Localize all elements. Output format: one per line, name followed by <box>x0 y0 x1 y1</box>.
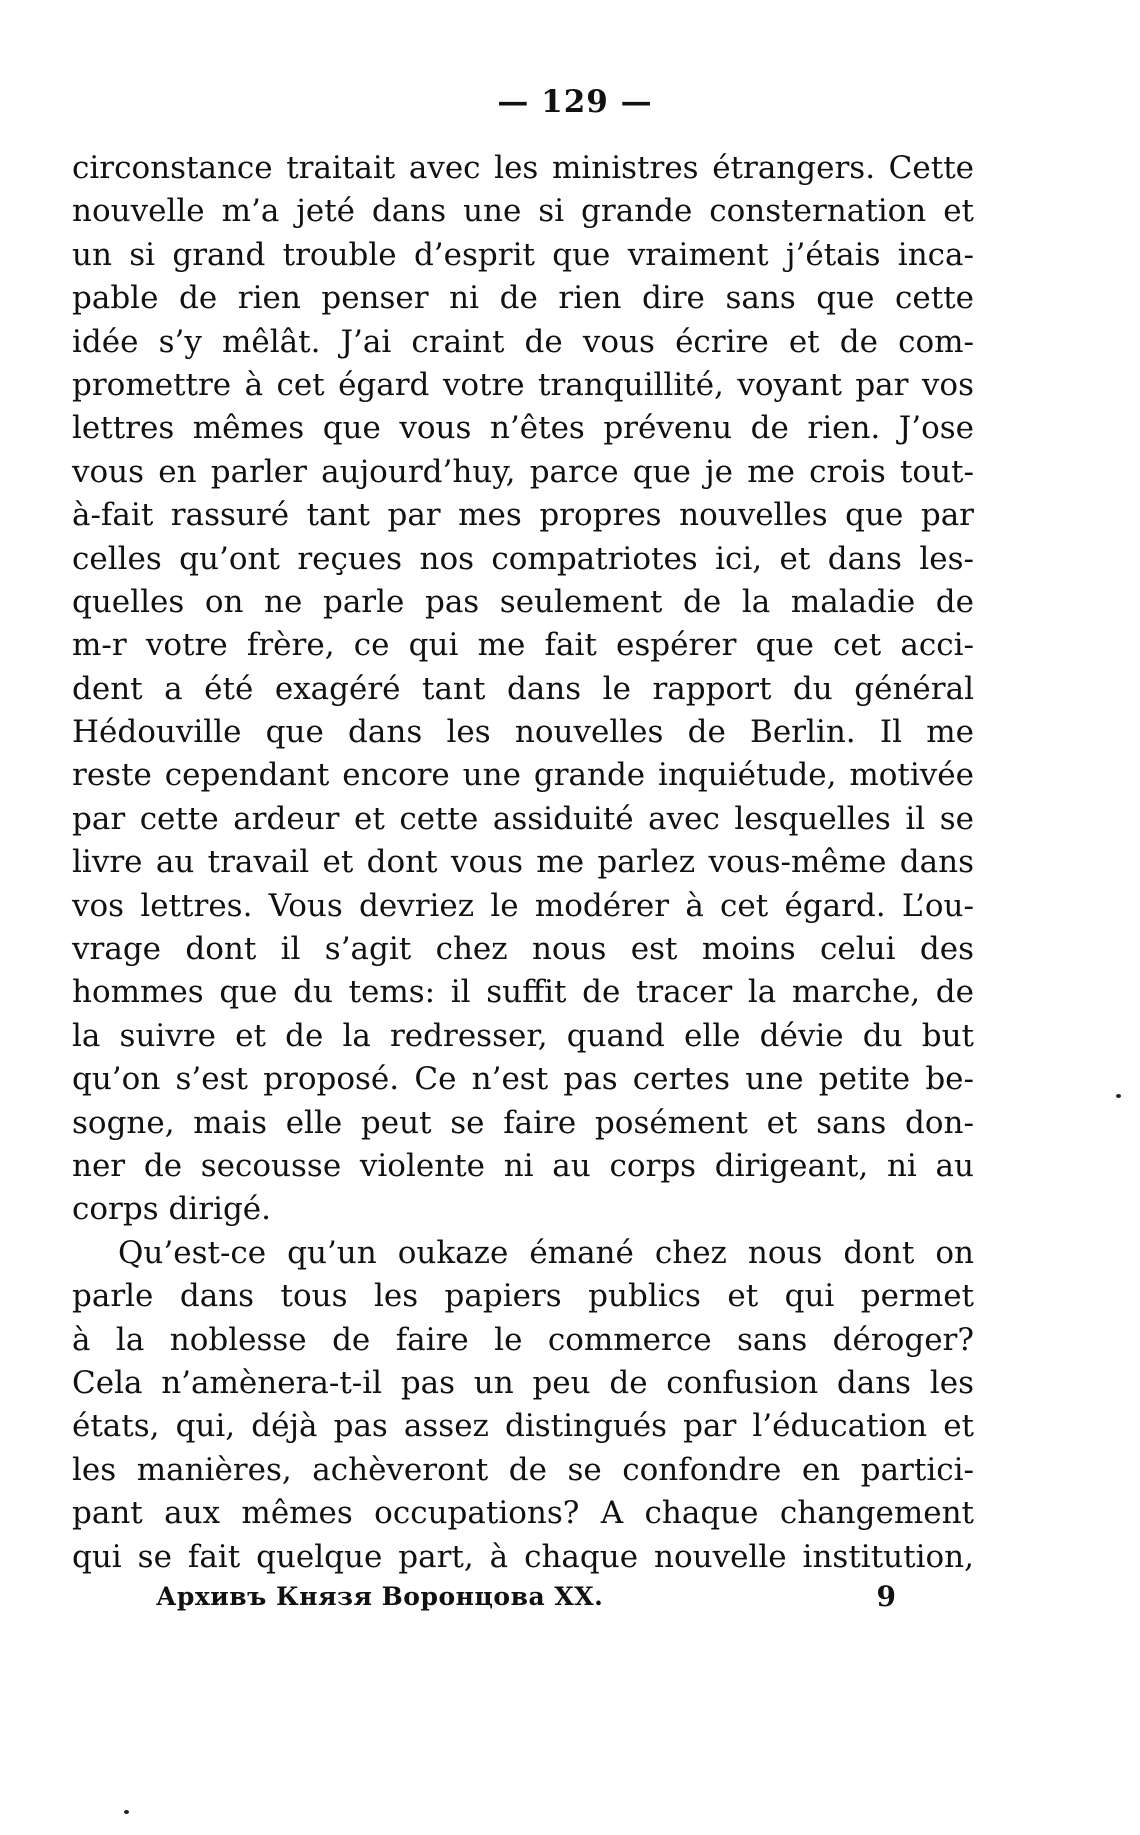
scan-speck <box>1116 1094 1121 1098</box>
text-line: par cette ardeur et cette assiduité avec lesquelles il se <box>72 800 974 837</box>
text-line: les manières, achèveront de se confondre en partici- <box>72 1451 974 1488</box>
scan-speck <box>124 1810 129 1814</box>
text-line: vous en parler aujourd’huy, parce que je me crois tout- <box>72 453 974 490</box>
text-line: hommes que du tems: il suffit de tracer la marche, de <box>72 974 974 1011</box>
paragraph-1 <box>72 147 974 1232</box>
text-line: Hédouville que dans les nouvelles de Berlin. Il me <box>72 714 974 751</box>
text-line: vos lettres. Vous devriez le modérer à cet égard. L’ou- <box>72 887 974 924</box>
text-line: Qu’est-ce qu’un oukaze émané chez nous dont on <box>118 1234 974 1271</box>
text-line: quelles on ne parle pas seulement de la maladie de <box>72 583 974 620</box>
text-line: sogne, mais elle peut se faire posément et sans don- <box>72 1104 974 1141</box>
text-line: promettre à cet égard votre tranquillité, voyant par vos <box>72 366 974 403</box>
text-line: nouvelle m’a jeté dans une si grande consternation et <box>72 193 974 230</box>
signature-mark: 9 <box>876 1580 896 1613</box>
text-line: qu’on s’est proposé. Ce n’est pas certes une petite be- <box>72 1061 974 1098</box>
text-line: pable de rien penser ni de rien dire sans que cette <box>72 280 974 317</box>
text-line: reste cependant encore une grande inquiétude, motivée <box>72 757 974 794</box>
text-line: celles qu’ont reçues nos compatriotes ici, et dans les- <box>72 540 974 577</box>
text-line: la suivre et de la redresser, quand elle dévie du but <box>72 1017 974 1054</box>
text-line: idée s’y mêlât. J’ai craint de vous écrire et de com- <box>72 323 974 360</box>
text-line: m-r votre frère, ce qui me fait espérer que cet acci- <box>72 627 974 664</box>
text-line: ner de secousse violente ni au corps dirigeant, ni au <box>72 1147 974 1184</box>
text-line: livre au travail et dont vous me parlez vous-même dans <box>72 844 974 881</box>
source-footer: Архивъ Князя Воронцова XX. <box>156 1582 604 1611</box>
page-number: — 129 — <box>497 84 653 120</box>
page-footer <box>156 1577 896 1617</box>
text-line: Cela n’amènera-t-il pas un peu de confusion dans les <box>72 1364 974 1401</box>
text-line: qui se fait quelque part, à chaque nouvelle institution, <box>72 1538 974 1575</box>
paragraph-2 <box>72 1232 974 1579</box>
text-line: à la noblesse de faire le commerce sans déroger? <box>72 1321 974 1358</box>
text-line: parle dans tous les papiers publics et qui permet <box>72 1278 974 1315</box>
text-line: dent a été exagéré tant dans le rapport du général <box>72 670 974 707</box>
text-line: vrage dont il s’agit chez nous est moins celui des <box>72 931 974 968</box>
text-line: lettres mêmes que vous n’êtes prévenu de rien. J’ose <box>72 410 974 447</box>
text-line: à-fait rassuré tant par mes propres nouvelles que par <box>72 497 974 534</box>
text-line: un si grand trouble d’esprit que vraiment j’étais inca- <box>72 236 974 273</box>
body-text <box>72 147 974 1579</box>
text-line: pant aux mêmes occupations? A chaque changement <box>72 1495 974 1532</box>
text-line: circonstance traitait avec les ministres étrangers. Cette <box>72 150 974 186</box>
text-line: corps dirigé. <box>72 1191 271 1228</box>
text-line: états, qui, déjà pas assez distingués par l’éducation et <box>72 1408 974 1445</box>
